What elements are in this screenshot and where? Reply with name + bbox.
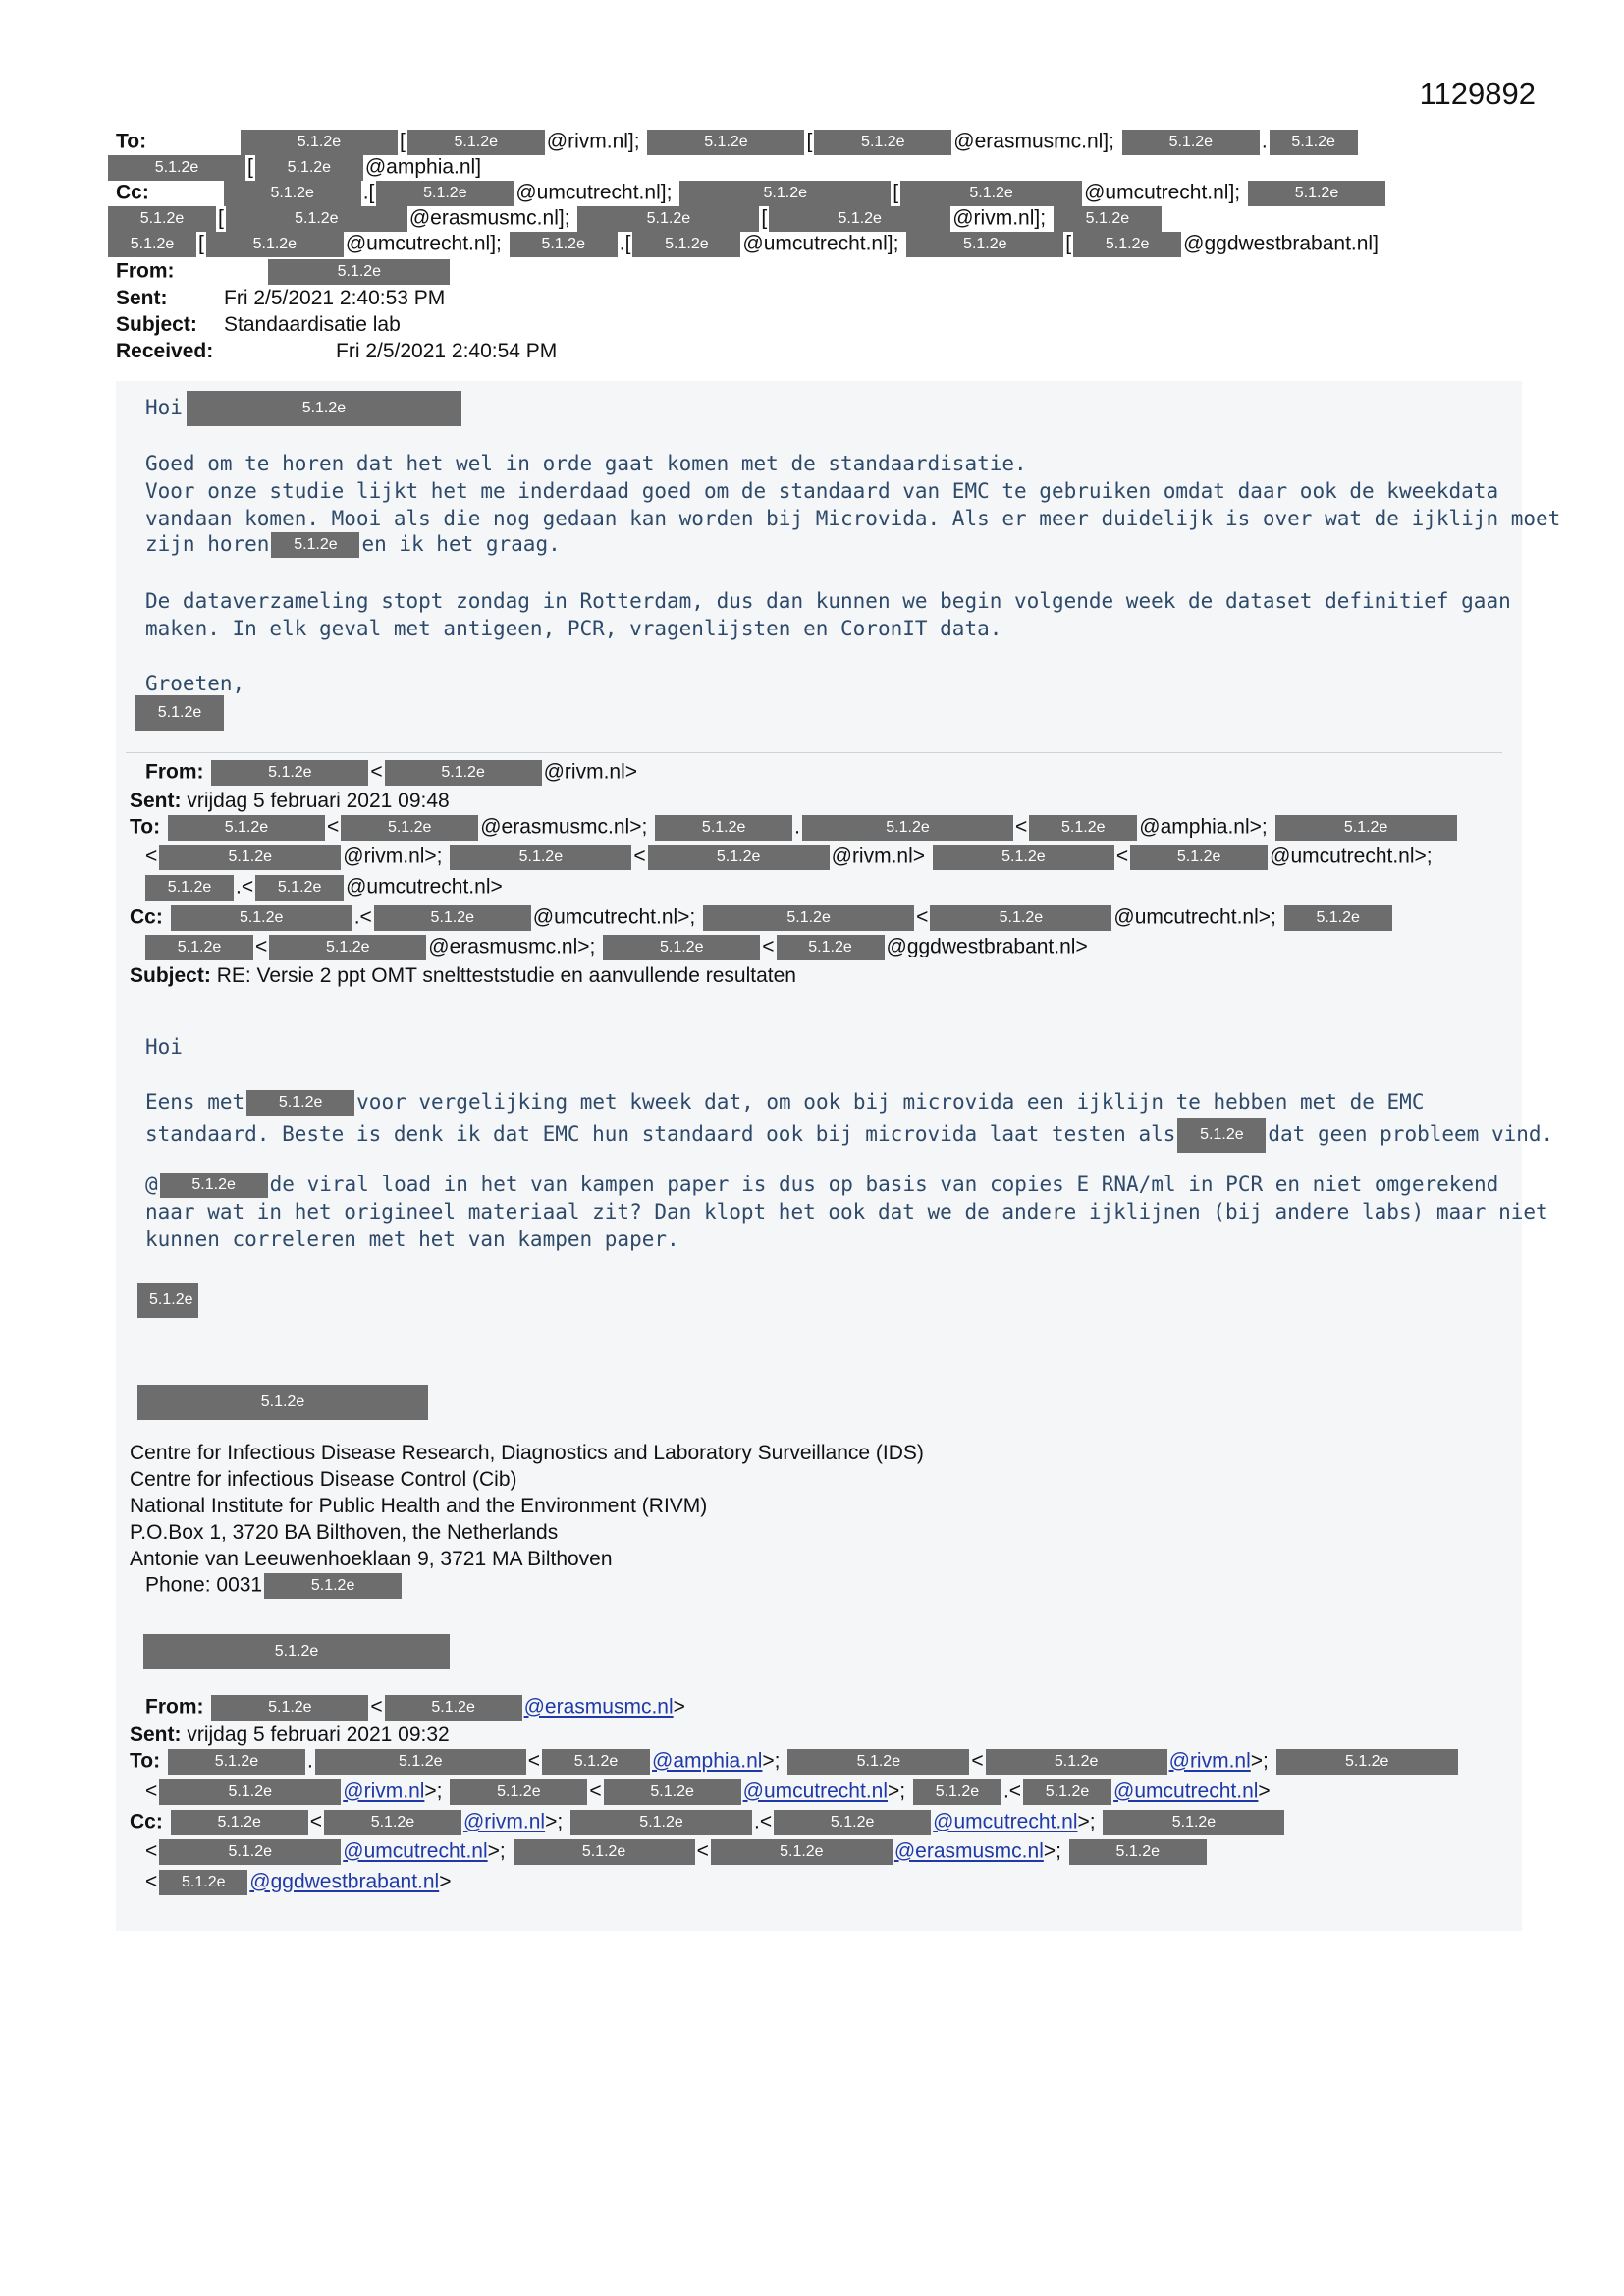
redaction-box: 5.1.2e	[1177, 1118, 1266, 1153]
redaction-box: 5.1.2e	[647, 130, 804, 155]
redaction-box: 5.1.2e	[255, 155, 363, 181]
redaction-box: 5.1.2e	[376, 181, 514, 206]
redaction-box: 5.1.2e	[168, 1749, 305, 1775]
redaction-box: 5.1.2e	[1054, 206, 1162, 232]
redaction-box: 5.1.2e	[135, 695, 224, 731]
redaction-box: 5.1.2e	[655, 815, 792, 841]
email3-cc-line3: < 5.1.2e @ggdwestbrabant.nl>	[145, 1870, 451, 1895]
email-link[interactable]: @umcutrecht.nl	[742, 1779, 888, 1803]
redaction-box: 5.1.2e	[108, 155, 245, 181]
redaction-box: 5.1.2e	[450, 845, 631, 870]
redaction-box: 5.1.2e	[315, 1749, 526, 1775]
redaction-box: 5.1.2e	[787, 1749, 969, 1775]
email-thread-panel	[116, 381, 1561, 1931]
redaction-box: 5.1.2e	[930, 905, 1111, 931]
redaction-box: 5.1.2e	[271, 532, 359, 558]
email1-received-line: Received: Fri 2/5/2021 2:40:54 PM	[116, 340, 558, 362]
redaction-box: 5.1.2e	[1103, 1810, 1284, 1835]
email1-cc-line2: 5.1.2e [ 5.1.2e @erasmusmc.nl]; 5.1.2e [ 5.1.2e @rivm.nl]; 5.1.2e	[106, 206, 1522, 232]
redaction-box: 5.1.2e	[450, 1779, 587, 1805]
redaction-box: 5.1.2e	[268, 259, 450, 285]
email1-body-line: Voor onze studie lijkt het me inderdaad goed om de standaard van EMC te gebruiken omdat daar ook de kweekdata	[145, 479, 1499, 503]
signature-line: P.O.Box 1, 3720 BA Bilthoven, the Netherlands	[130, 1521, 559, 1544]
redaction-box: 5.1.2e	[1276, 1749, 1458, 1775]
email2-body-line: @ 5.1.2e de viral load in het van kampen paper is dus op basis van copies E RNA/ml in PCR en niet omgerekend	[145, 1173, 1499, 1196]
email-link[interactable]: @rivm.nl	[343, 1779, 425, 1803]
redaction-box: 5.1.2e	[246, 1090, 354, 1116]
email1-subject-line: Subject: Standaardisatie lab	[116, 313, 401, 336]
email2-greeting: Hoi	[145, 1035, 183, 1059]
redaction-box: 5.1.2e	[108, 206, 216, 232]
email2-subject-line: Subject: RE: Versie 2 ppt OMT sneltteststudie en aanvullende resultaten	[130, 964, 796, 987]
redaction-box: 5.1.2e	[108, 232, 196, 257]
redaction-box: 5.1.2e	[385, 1695, 522, 1721]
email2-body-line: kunnen correleren met het van kampen paper.	[145, 1228, 679, 1251]
redaction-box: 5.1.2e	[1122, 130, 1260, 155]
redaction-box: 5.1.2e	[648, 845, 830, 870]
email1-body-line: De dataverzameling stopt zondag in Rotterdam, dus dan kunnen we begin volgende week de dataset definitief gaan	[145, 589, 1511, 613]
redaction-box: 5.1.2e	[769, 206, 950, 232]
email2-to-line1: To: 5.1.2e < 5.1.2e @erasmusmc.nl>; 5.1.2e . 5.1.2e < 5.1.2e @amphia.nl>; 5.1.2e	[130, 815, 1459, 841]
email2-to-line3: 5.1.2e .< 5.1.2e @umcutrecht.nl>	[143, 875, 503, 901]
email-link[interactable]: @erasmusmc.nl	[893, 1839, 1044, 1863]
email1-signature	[134, 695, 226, 731]
email1-body-line: zijn horen 5.1.2e en ik het graag.	[145, 532, 561, 556]
email2-sender-name	[135, 1385, 430, 1420]
redaction-box: 5.1.2e	[324, 1810, 461, 1835]
redaction-box: 5.1.2e	[171, 905, 352, 931]
email3-cc-line1: Cc: 5.1.2e < 5.1.2e @rivm.nl>; 5.1.2e .< 5.1.2e @umcutrecht.nl>; 5.1.2e	[130, 1810, 1286, 1835]
signature-extra	[141, 1634, 452, 1669]
redaction-box: 5.1.2e	[577, 206, 759, 232]
email1-cc-line3: 5.1.2e [ 5.1.2e @umcutrecht.nl]; 5.1.2e .[ 5.1.2e @umcutrecht.nl]; 5.1.2e [ 5.1.2e @ggdwestbrabant.nl]	[106, 232, 1522, 257]
redaction-box: 5.1.2e	[143, 1634, 450, 1669]
redaction-box: 5.1.2e	[137, 1385, 428, 1420]
email2-to-line2: < 5.1.2e @rivm.nl>; 5.1.2e < 5.1.2e @rivm.nl> 5.1.2e < 5.1.2e @umcutrecht.nl>;	[145, 845, 1433, 870]
signature-phone: Phone: 0031 5.1.2e	[145, 1573, 404, 1599]
redaction-box: 5.1.2e	[206, 232, 344, 257]
email1-header	[116, 128, 1522, 373]
redaction-box: 5.1.2e	[603, 935, 760, 960]
email1-to-line1: To: 5.1.2e [ 5.1.2e @rivm.nl]; 5.1.2e [ 5.1.2e @erasmusmc.nl]; 5.1.2e . 5.1.2e	[116, 130, 1522, 155]
email2-sent-line: Sent: vrijdag 5 februari 2021 09:48	[130, 790, 450, 812]
redaction-box: 5.1.2e	[542, 1749, 650, 1775]
redaction-box: 5.1.2e	[1073, 232, 1181, 257]
redaction-box: 5.1.2e	[711, 1839, 893, 1865]
email2-body-line: Eens met 5.1.2e voor vergelijking met kweek dat, om ook bij microvida een ijklijn te hebben met de EMC	[145, 1090, 1425, 1114]
redaction-box: 5.1.2e	[374, 905, 531, 931]
redaction-box: 5.1.2e	[906, 232, 1063, 257]
redaction-box: 5.1.2e	[777, 935, 885, 960]
redaction-box: 5.1.2e	[1275, 815, 1457, 841]
redaction-box: 5.1.2e	[159, 845, 341, 870]
redaction-box: 5.1.2e	[510, 232, 618, 257]
email2-cc-line1: Cc: 5.1.2e .< 5.1.2e @umcutrecht.nl>; 5.1.2e < 5.1.2e @umcutrecht.nl>; 5.1.2e	[130, 905, 1394, 931]
email2-body-line: naar wat in het origineel materiaal zit? Dan klopt het ook dat we de andere ijklijnen (bij andere labs) maar niet	[145, 1200, 1548, 1224]
redaction-box: 5.1.2e	[255, 875, 344, 901]
email2-from-line: From: 5.1.2e < 5.1.2e @rivm.nl>	[145, 760, 637, 786]
email1-from-line: From: 5.1.2e	[116, 259, 1522, 285]
email3-to-line1: To: 5.1.2e . 5.1.2e < 5.1.2e @amphia.nl>; 5.1.2e < 5.1.2e @rivm.nl>; 5.1.2e	[130, 1749, 1460, 1775]
redaction-box: 5.1.2e	[211, 760, 368, 786]
redaction-box: 5.1.2e	[137, 1283, 198, 1318]
signature-line: Centre for Infectious Disease Research, Diagnostics and Laboratory Surveillance (IDS)	[130, 1442, 924, 1464]
redaction-box: 5.1.2e	[1029, 815, 1137, 841]
redaction-box: 5.1.2e	[145, 875, 234, 901]
redaction-box: 5.1.2e	[814, 130, 951, 155]
redaction-box: 5.1.2e	[1023, 1779, 1111, 1805]
email1-greeting: Hoi 5.1.2e	[145, 391, 463, 426]
redaction-box: 5.1.2e	[1270, 130, 1358, 155]
redaction-box: 5.1.2e	[341, 815, 478, 841]
email3-sent-line: Sent: vrijdag 5 februari 2021 09:32	[130, 1723, 450, 1746]
redaction-box: 5.1.2e	[514, 1839, 695, 1865]
redaction-box: 5.1.2e	[679, 181, 891, 206]
email2-body-line: standaard. Beste is denk ik dat EMC hun standaard ook bij microvida laat testen als 5.1.2e dat geen probleem vind.	[145, 1118, 1553, 1153]
redaction-box: 5.1.2e	[264, 1573, 402, 1599]
email1-body-line: vandaan komen. Mooi als die nog gedaan kan worden bij Microvida. Als er meer duidelijk is over wat de ijklijn moet	[145, 507, 1561, 530]
redaction-box: 5.1.2e	[407, 130, 545, 155]
redaction-box: 5.1.2e	[802, 815, 1013, 841]
email-link[interactable]: @ggdwestbrabant.nl	[249, 1870, 440, 1893]
email2-sender-initials	[135, 1283, 200, 1318]
redaction-box: 5.1.2e	[632, 232, 740, 257]
redaction-box: 5.1.2e	[986, 1749, 1167, 1775]
redaction-box: 5.1.2e	[703, 905, 914, 931]
redaction-box: 5.1.2e	[1284, 905, 1392, 931]
redaction-box: 5.1.2e	[159, 1870, 247, 1895]
page-number: 1129892	[1419, 77, 1536, 111]
redaction-box: 5.1.2e	[171, 1810, 308, 1835]
email1-cc-line1: Cc: 5.1.2e .[ 5.1.2e @umcutrecht.nl]; 5.1.2e [ 5.1.2e @umcutrecht.nl]; 5.1.2e	[116, 181, 1522, 206]
signature-line: Centre for infectious Disease Control (Cib)	[130, 1468, 517, 1491]
redaction-box: 5.1.2e	[159, 1779, 341, 1805]
redaction-box: 5.1.2e	[145, 935, 253, 960]
email-link[interactable]: @erasmusmc.nl	[523, 1695, 674, 1719]
email-link[interactable]: @umcutrecht.nl	[343, 1839, 488, 1863]
redaction-box: 5.1.2e	[900, 181, 1082, 206]
email-link[interactable]: @rivm.nl	[1168, 1749, 1251, 1773]
divider	[126, 752, 1502, 753]
email1-sent-line: Sent: Fri 2/5/2021 2:40:53 PM	[116, 287, 446, 309]
email-link[interactable]: @amphia.nl	[652, 1749, 763, 1773]
email1-body-line: Goed om te horen dat het wel in orde gaat komen met de standaardisatie.	[145, 452, 1027, 475]
redaction-box: 5.1.2e	[1248, 181, 1385, 206]
redaction-box: 5.1.2e	[159, 1839, 341, 1865]
redaction-box: 5.1.2e	[1069, 1839, 1207, 1865]
signature-line: National Institute for Public Health and the Environment (RIVM)	[130, 1495, 708, 1517]
redaction-box: 5.1.2e	[226, 206, 407, 232]
email3-from-line: From: 5.1.2e < 5.1.2e @erasmusmc.nl>	[145, 1695, 685, 1721]
email2-cc-line2: 5.1.2e < 5.1.2e @erasmusmc.nl>; 5.1.2e < 5.1.2e @ggdwestbrabant.nl>	[143, 935, 1088, 960]
email3-to-line2: < 5.1.2e @rivm.nl>; 5.1.2e < 5.1.2e @umcutrecht.nl>; 5.1.2e .< 5.1.2e @umcutrecht.nl>	[145, 1779, 1271, 1805]
redaction-box: 5.1.2e	[187, 391, 461, 426]
redaction-box: 5.1.2e	[604, 1779, 741, 1805]
email1-body-line: maken. In elk geval met antigeen, PCR, vragenlijsten en CoronIT data.	[145, 617, 1002, 640]
email-link[interactable]: @umcutrecht.nl	[1113, 1779, 1259, 1803]
redaction-box: 5.1.2e	[211, 1695, 368, 1721]
email-link[interactable]: @rivm.nl	[462, 1810, 546, 1833]
redaction-box: 5.1.2e	[1130, 845, 1268, 870]
email1-closing: Groeten,	[145, 672, 245, 695]
redaction-box: 5.1.2e	[570, 1810, 752, 1835]
redaction-box: 5.1.2e	[160, 1173, 268, 1198]
redaction-box: 5.1.2e	[385, 760, 542, 786]
redaction-box: 5.1.2e	[933, 845, 1114, 870]
email-link[interactable]: @umcutrecht.nl	[933, 1810, 1078, 1833]
redaction-box: 5.1.2e	[774, 1810, 931, 1835]
email3-cc-line2: < 5.1.2e @umcutrecht.nl>; 5.1.2e < 5.1.2e @erasmusmc.nl>; 5.1.2e	[145, 1839, 1209, 1865]
redaction-box: 5.1.2e	[224, 181, 361, 206]
redaction-box: 5.1.2e	[913, 1779, 1001, 1805]
redaction-box: 5.1.2e	[269, 935, 426, 960]
signature-line: Antonie van Leeuwenhoeklaan 9, 3721 MA Bilthoven	[130, 1548, 613, 1570]
email1-to-line2: 5.1.2e [ 5.1.2e @amphia.nl]	[106, 155, 1522, 181]
redaction-box: 5.1.2e	[168, 815, 325, 841]
redaction-box: 5.1.2e	[241, 130, 398, 155]
